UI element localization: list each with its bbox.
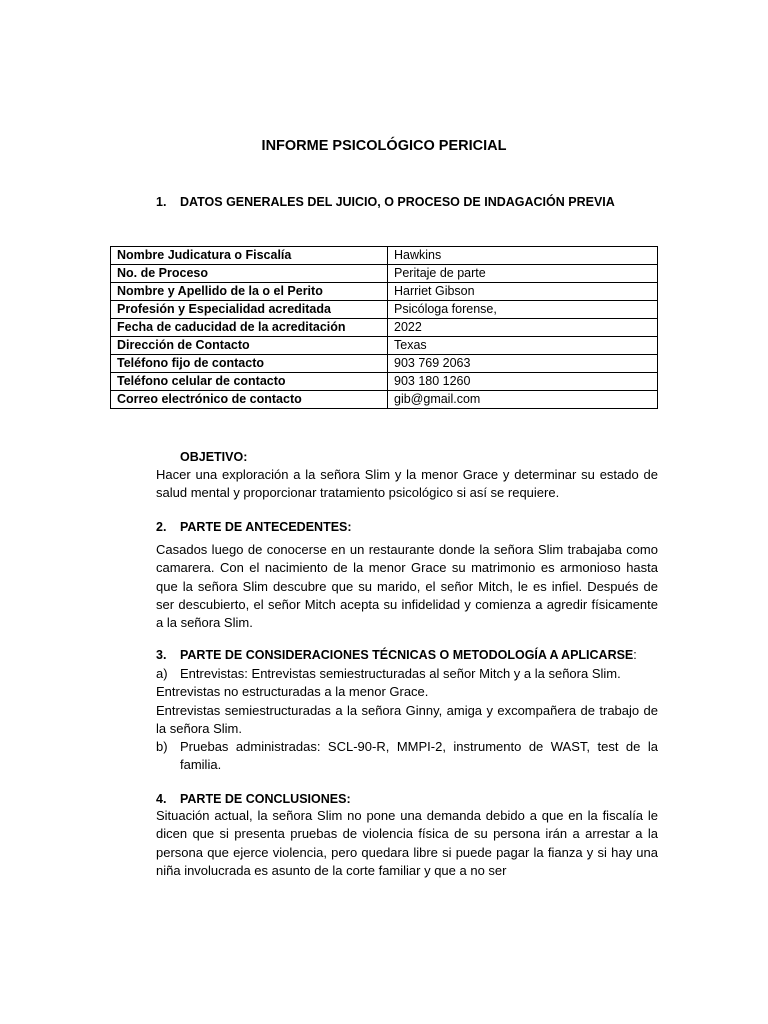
objective-text: Hacer una exploración a la señora Slim y la menor Grace y determinar su estado de salud mental y proporcionar tratamiento psicológico si así se requiere. xyxy=(156,467,658,501)
table-row xyxy=(111,319,658,337)
table-row xyxy=(111,337,658,355)
table-label-cell: Fecha de caducidad de la acreditación xyxy=(111,319,388,337)
section-3-heading xyxy=(156,648,637,662)
table-row xyxy=(111,355,658,373)
section-3-item-a xyxy=(156,665,658,683)
table-value-cell: Peritaje de parte xyxy=(388,265,658,283)
table-value-cell: Psicóloga forense, xyxy=(388,301,658,319)
table-label-cell: No. de Proceso xyxy=(111,265,388,283)
section-3-colon: : xyxy=(633,648,637,662)
section-2-title: PARTE DE ANTECEDENTES: xyxy=(180,520,352,534)
section-1-number: 1. xyxy=(156,195,167,209)
table-row xyxy=(111,265,658,283)
table-row xyxy=(111,373,658,391)
item-b-text: Pruebas administradas: SCL-90-R, MMPI-2, instrumento de WAST, test de la familia. xyxy=(180,739,658,773)
table-value-cell: Hawkins xyxy=(388,247,658,265)
section-2-number: 2. xyxy=(156,520,167,534)
section-3-line-3: Entrevistas semiestructuradas a la señora Ginny, amiga y excompañera de trabajo de la señora Slim. xyxy=(156,702,658,736)
section-2-heading xyxy=(156,520,352,534)
section-4-number: 4. xyxy=(156,792,167,806)
item-b-label: b) xyxy=(156,739,168,755)
table-label-cell: Teléfono fijo de contacto xyxy=(111,355,388,373)
table-label-cell: Profesión y Especialidad acreditada xyxy=(111,301,388,319)
table-label-cell: Nombre y Apellido de la o el Perito xyxy=(111,283,388,301)
item-a-text: Entrevistas: Entrevistas semiestructuradas al señor Mitch y a la señora Slim. xyxy=(180,666,621,681)
table-value-cell: gib@gmail.com xyxy=(388,391,658,409)
table-value-cell: 2022 xyxy=(388,319,658,337)
section-3-number: 3. xyxy=(156,648,167,662)
item-a-label: a) xyxy=(156,666,168,681)
table-value-cell: Texas xyxy=(388,337,658,355)
table-value-cell: Harriet Gibson xyxy=(388,283,658,301)
table-label-cell: Dirección de Contacto xyxy=(111,337,388,355)
table-label-cell: Teléfono celular de contacto xyxy=(111,373,388,391)
section-1-title: DATOS GENERALES DEL JUICIO, O PROCESO DE INDAGACIÓN PREVIA xyxy=(180,195,615,209)
section-3-title: PARTE DE CONSIDERACIONES TÉCNICAS O METODOLOGÍA A APLICARSE xyxy=(180,648,634,662)
section-4-title: PARTE DE CONCLUSIONES: xyxy=(180,792,351,806)
section-4-text: Situación actual, la señora Slim no pone una demanda debido a que en la fiscalía le dicen que si presenta pruebas de violencia física de su persona irán a arrestar a la persona que ejerce violencia, pero quedara libre si puede pagar la fianza y si hay una niña involucrada es asunto de la corte familiar y que a no ser xyxy=(156,808,658,878)
table-row xyxy=(111,391,658,409)
table-value-cell: 903 769 2063 xyxy=(388,355,658,373)
section-4-heading xyxy=(156,792,351,806)
table-row xyxy=(111,247,658,265)
table-label-cell: Nombre Judicatura o Fiscalía xyxy=(111,247,388,265)
document-title: INFORME PSICOLÓGICO PERICIAL xyxy=(261,138,507,154)
case-data-table xyxy=(110,246,658,409)
section-3-line-2: Entrevistas no estructuradas a la menor Grace. xyxy=(156,684,429,700)
section-1-heading xyxy=(156,195,615,209)
section-2-text: Casados luego de conocerse en un restaurante donde la señora Slim trabajaba como camarera. Con el nacimiento de la menor Grace su matrimonio es armonioso hasta que la señora Slim descubre que su marido, el señor Mitch, le es infiel. Después de ser descubierto, el señor Mitch acepta su infidelidad y comienza a agredir físicamente a la señora Slim. xyxy=(156,542,658,631)
table-value-cell: 903 180 1260 xyxy=(388,373,658,391)
table-row xyxy=(111,283,658,301)
table-label-cell: Correo electrónico de contacto xyxy=(111,391,388,409)
section-3-body xyxy=(156,665,658,775)
section-3-item-b xyxy=(156,738,658,775)
objective-heading: OBJETIVO: xyxy=(180,450,248,464)
table-row xyxy=(111,301,658,319)
